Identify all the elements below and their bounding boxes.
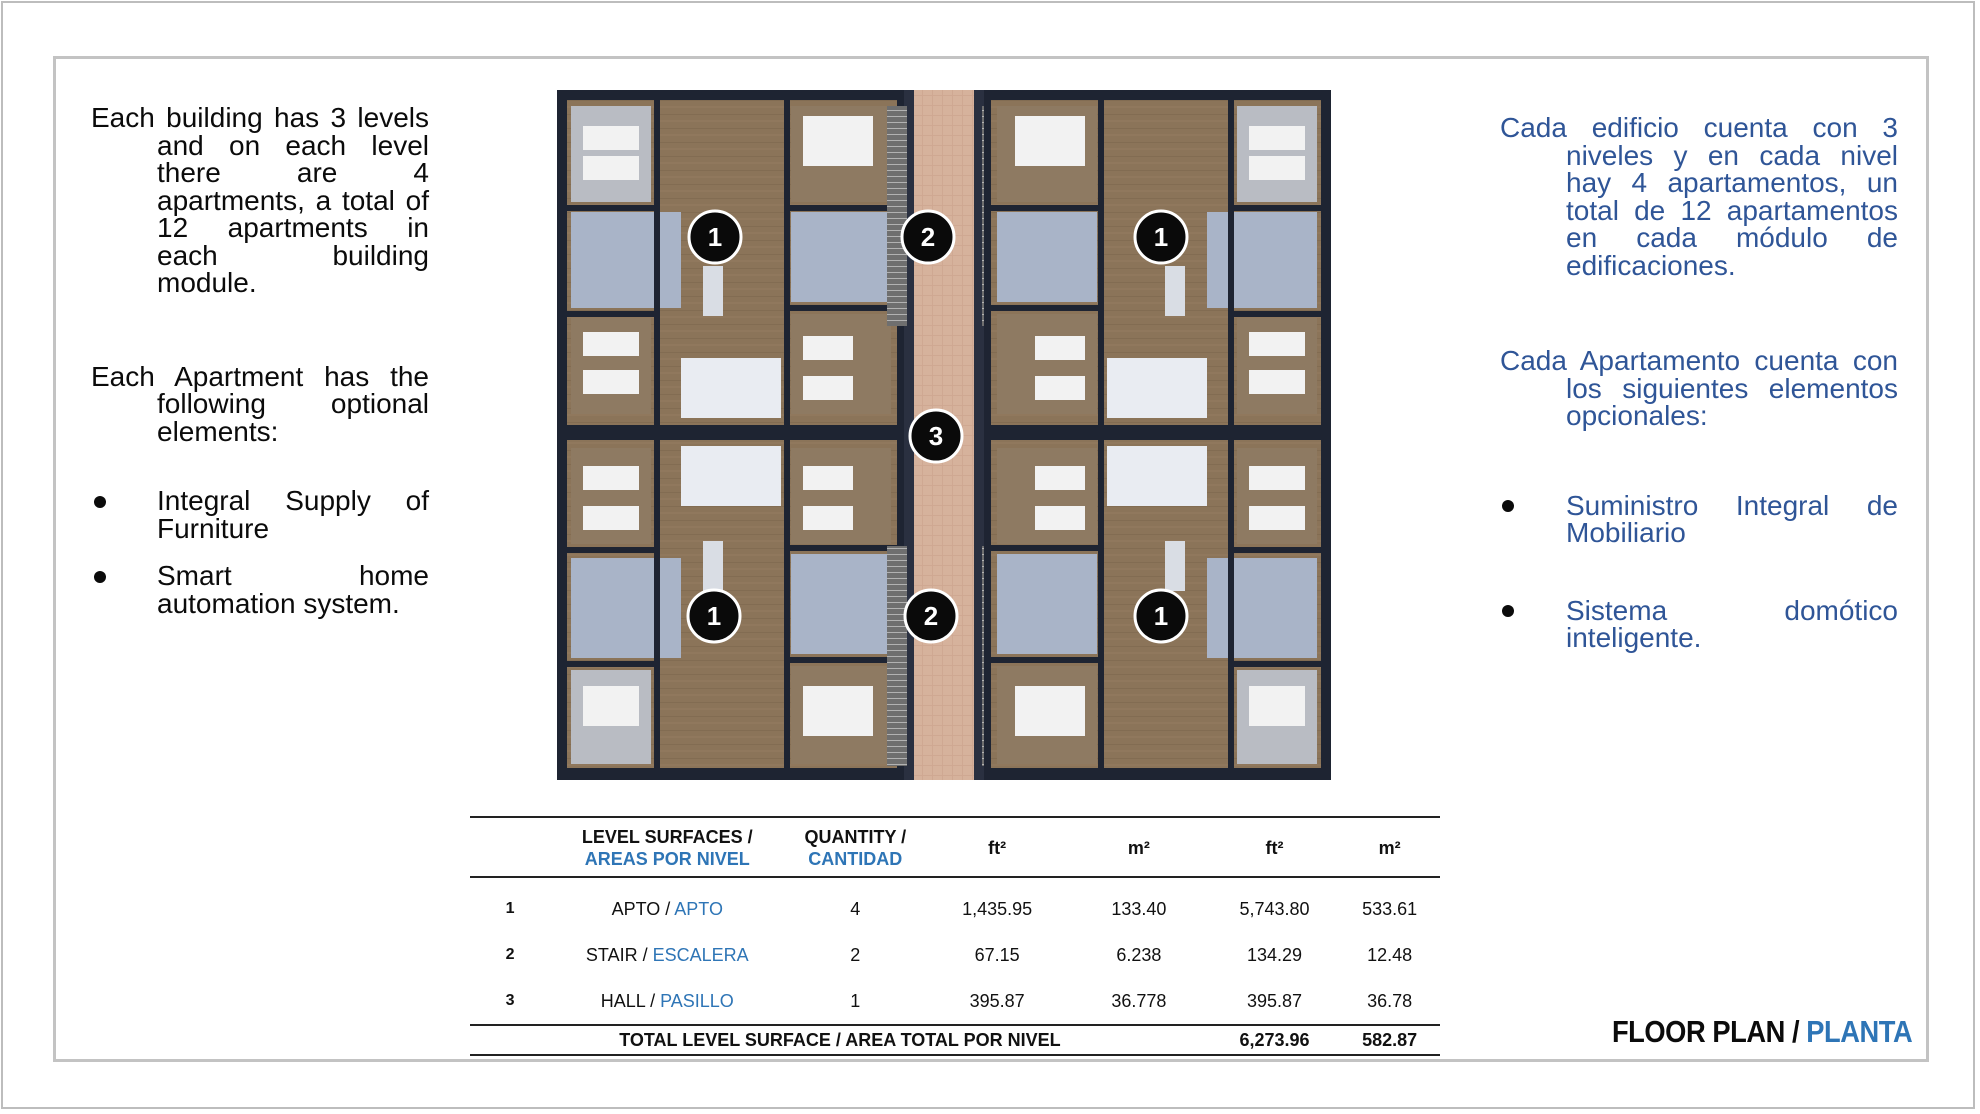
marker-stair-top [902, 211, 954, 263]
header-number [470, 817, 550, 877]
table-row: 3 HALL / PASILLO 1 395.87 36.778 395.87 36.78 [505, 990, 1413, 1011]
svg-text:1: 1 [1153, 601, 1169, 631]
english-bullet-furniture: Integral Supply of Furniture [91, 487, 429, 542]
table-header-row [470, 817, 1440, 877]
spanish-optional-intro: Cada Apartamento cuenta con los siguientes elementos opcionales: [1500, 345, 1898, 431]
svg-text:1: 1 [707, 222, 723, 252]
marker-apartment-bottom-left [688, 590, 740, 642]
level-surfaces-table [470, 816, 1440, 1056]
header-level-surfaces: LEVEL SURFACES / AREAS POR NIVEL [550, 817, 784, 877]
header-total-ft2: ft² [1210, 817, 1339, 877]
english-bullet-list [91, 487, 429, 617]
svg-text:1: 1 [1153, 222, 1169, 252]
table-row: 1 APTO / APTO 4 1,435.95 133.40 5,743.80 533.61 [505, 898, 1418, 919]
svg-text:2: 2 [920, 222, 936, 252]
header-unit-m2: m² [1068, 817, 1210, 877]
marker-apartment-top-right [1135, 211, 1187, 263]
english-bullet-automation: Smart home automation system. [91, 562, 429, 617]
left-building [557, 90, 904, 780]
spanish-bullet-list [1500, 489, 1898, 653]
total-ft2: 6,273.96 [1210, 1025, 1339, 1055]
table-total-row [470, 1025, 1440, 1055]
spanish-description [1500, 114, 1898, 652]
total-label: TOTAL LEVEL SURFACE / AREA TOTAL POR NIVEL [470, 1025, 1210, 1055]
english-optional-intro: Each Apartment has the following optional elements: [91, 360, 429, 447]
english-intro: Each building has 3 levels and on each level there are 4 apartments, a total of 12 apartments in each building module. [91, 102, 429, 298]
svg-text:2: 2 [923, 601, 939, 631]
marker-apartment-top-left [689, 211, 741, 263]
page-title: FLOOR PLAN / PLANTA [1611, 1014, 1912, 1049]
svg-text:1: 1 [706, 601, 722, 631]
marker-stair-bottom [905, 590, 957, 642]
english-description [91, 104, 429, 617]
right-building [984, 90, 1331, 780]
header-total-m2: m² [1339, 817, 1440, 877]
svg-text:3: 3 [928, 421, 944, 451]
floor-plan-image [553, 86, 1335, 788]
total-m2: 582.87 [1339, 1025, 1440, 1055]
table-row: 2 STAIR / ESCALERA 2 67.15 6.238 134.29 12.48 [505, 944, 1413, 965]
header-quantity: QUANTITY / CANTIDAD [784, 817, 926, 877]
spanish-intro: Cada edificio cuenta con 3 niveles y en cada nivel hay 4 apartamentos, un total de 12 apartamentos en cada módulo de edificaciones. [1500, 112, 1898, 281]
marker-apartment-bottom-right [1135, 590, 1187, 642]
marker-hall [910, 410, 962, 462]
spanish-bullet-furniture: Suministro Integral de Mobiliario [1500, 492, 1898, 547]
header-unit-ft2: ft² [926, 817, 1068, 877]
spanish-bullet-automation: Sistema domótico inteligente. [1500, 597, 1898, 652]
